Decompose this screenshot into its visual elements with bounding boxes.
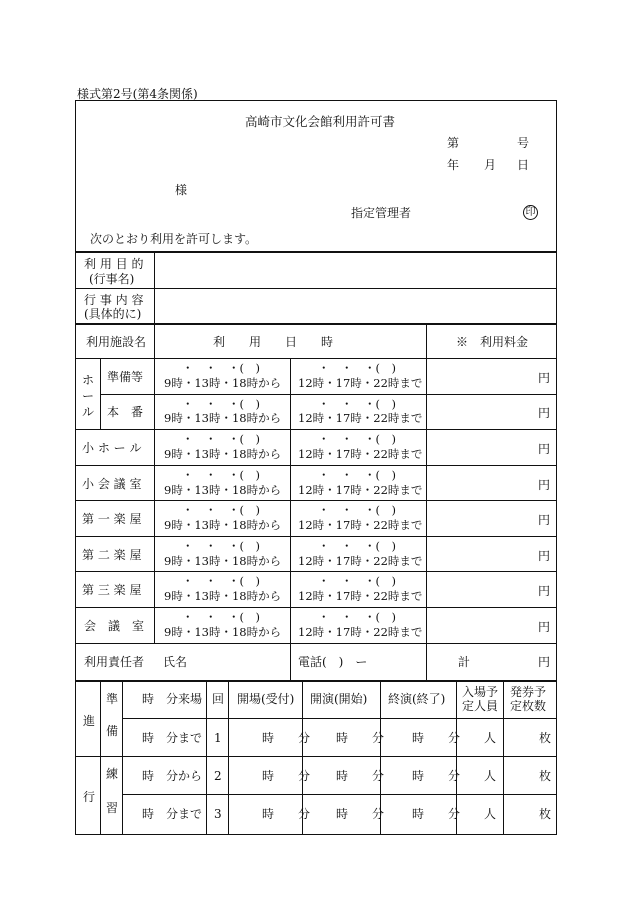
date-placeholder: ・ ・ ・( ) <box>182 539 260 553</box>
date-day: 日 <box>517 158 530 172</box>
header-attendance-1: 入場予 <box>462 685 499 699</box>
col-line <box>290 643 291 680</box>
ticket-unit: 枚 <box>539 769 552 783</box>
col-line <box>100 358 101 429</box>
manager-label: 指定管理者 <box>351 206 412 220</box>
ticket-unit: 枚 <box>539 807 552 821</box>
date-placeholder: ・ ・ ・( ) <box>318 361 396 375</box>
rehearsal-label-1: 練 <box>106 767 119 781</box>
end-times: 12時・17時・22時まで <box>298 554 423 568</box>
addressee-suffix: 様 <box>175 183 188 197</box>
rule <box>122 794 557 795</box>
facility-name: 第 三 楽 屋 <box>82 583 142 597</box>
end-times: 12時・17時・22時まで <box>298 589 423 603</box>
hall-label-1: ホ <box>82 373 95 387</box>
start-times: 9時・13時・18時から <box>164 518 282 532</box>
prep-label-1: 準 <box>106 692 119 706</box>
date-placeholder: ・ ・ ・( ) <box>182 574 260 588</box>
open-time: 時 分 <box>262 731 311 745</box>
date-placeholder: ・ ・ ・( ) <box>182 361 260 375</box>
start-times: 9時・13時・18時から <box>164 554 282 568</box>
end-time: 時 分 <box>412 731 461 745</box>
date-placeholder: ・ ・ ・( ) <box>318 503 396 517</box>
rule <box>75 500 557 501</box>
total-label: 計 <box>458 655 471 669</box>
date-placeholder: ・ ・ ・( ) <box>182 610 260 624</box>
end-times: 12時・17時・22時まで <box>298 625 423 639</box>
header-tickets-1: 発券予 <box>510 685 547 699</box>
hall-label-3: ル <box>82 405 95 419</box>
end-times: 12時・17時・22時まで <box>298 483 423 497</box>
end-times: 12時・17時・22時まで <box>298 411 423 425</box>
start-times: 9時・13時・18時から <box>164 447 282 461</box>
start-times: 9時・13時・18時から <box>164 411 282 425</box>
header-attendance-2: 定人員 <box>462 699 499 713</box>
header-count: 回 <box>212 692 225 706</box>
date-month: 月 <box>484 158 497 172</box>
date-placeholder: ・ ・ ・( ) <box>182 432 260 446</box>
rule <box>75 536 557 537</box>
progress-label-bottom: 行 <box>83 790 96 804</box>
open-time: 時 分 <box>262 807 311 821</box>
end-time: 時 分 <box>412 769 461 783</box>
col-line <box>154 251 155 643</box>
rule <box>75 756 557 757</box>
prep-label-2: 備 <box>106 724 119 738</box>
round-number: 1 <box>214 731 222 745</box>
rule <box>122 718 557 719</box>
rule <box>75 288 557 289</box>
end-time: 時 分 <box>412 807 461 821</box>
date-placeholder: ・ ・ ・( ) <box>318 468 396 482</box>
date-placeholder: ・ ・ ・( ) <box>182 397 260 411</box>
form-title: 高崎市文化会館利用許可書 <box>245 114 396 129</box>
round-number: 3 <box>214 807 222 821</box>
start-time: 時 分 <box>336 769 385 783</box>
col-line <box>290 358 291 643</box>
fee-yen: 円 <box>538 584 551 598</box>
rule-top <box>75 251 557 253</box>
facility-name: 第 一 楽 屋 <box>82 512 142 526</box>
rehearsal-label-2: 習 <box>106 801 119 815</box>
col-line <box>206 680 207 835</box>
date-placeholder: ・ ・ ・( ) <box>318 574 396 588</box>
fee-yen: 円 <box>538 478 551 492</box>
col-line <box>100 680 101 835</box>
round-number: 2 <box>214 769 222 783</box>
start-times: 9時・13時・18時から <box>164 376 282 390</box>
end-times: 12時・17時・22時まで <box>298 376 423 390</box>
date-year: 年 <box>447 158 460 172</box>
col-line <box>426 323 427 680</box>
rule <box>75 571 557 572</box>
rule <box>75 323 557 325</box>
responsible-name-label: 氏名 <box>163 655 188 669</box>
fee-yen: 円 <box>538 549 551 563</box>
col-line <box>122 680 123 835</box>
col-line <box>228 680 229 835</box>
facility-name: 小 会 議 室 <box>82 477 142 491</box>
header-facility: 利用施設名 <box>86 335 147 349</box>
attendance-unit: 人 <box>484 769 497 783</box>
header-open: 開場(受付) <box>237 692 295 706</box>
header-datetime: 利 用 日 時 <box>213 335 334 349</box>
responsible-label: 利用責任者 <box>84 655 145 669</box>
start-times: 9時・13時・18時から <box>164 483 282 497</box>
responsible-phone-label: 電話( ) ー <box>298 655 368 669</box>
intro-text: 次のとおり利用を許可します。 <box>90 232 258 246</box>
seal-mark: 印 <box>523 205 538 220</box>
prep-time-end: 時 分まで <box>142 731 203 745</box>
rehearsal-time-start: 時 分から <box>142 769 203 783</box>
number-suffix: 号 <box>517 136 530 150</box>
permit-form <box>75 100 557 835</box>
fee-yen: 円 <box>538 406 551 420</box>
progress-label-top: 進 <box>83 714 96 728</box>
header-end: 終演(終了) <box>388 692 446 706</box>
date-placeholder: ・ ・ ・( ) <box>182 468 260 482</box>
facility-name: 準備等 <box>107 370 144 384</box>
fee-yen: 円 <box>538 371 551 385</box>
end-times: 12時・17時・22時まで <box>298 518 423 532</box>
start-time: 時 分 <box>336 731 385 745</box>
rehearsal-time-end: 時 分まで <box>142 807 203 821</box>
facility-name: 第 二 楽 屋 <box>82 548 142 562</box>
number-label: 第 <box>447 136 460 150</box>
content-sub: (具体的に) <box>84 307 142 321</box>
prep-time-start: 時 分来場 <box>142 692 203 706</box>
end-times: 12時・17時・22時まで <box>298 447 423 461</box>
fee-yen: 円 <box>538 620 551 634</box>
rule <box>75 358 557 359</box>
facility-name: 本 番 <box>107 405 144 419</box>
rule <box>75 465 557 466</box>
rule <box>75 680 557 682</box>
purpose-sub: (行事名) <box>89 272 135 286</box>
facility-name: 小 ホ ー ル <box>82 441 142 455</box>
start-times: 9時・13時・18時から <box>164 625 282 639</box>
ticket-unit: 枚 <box>539 731 552 745</box>
attendance-unit: 人 <box>484 731 497 745</box>
rule <box>100 394 557 395</box>
start-time: 時 分 <box>336 807 385 821</box>
fee-yen: 円 <box>538 513 551 527</box>
fee-yen: 円 <box>538 442 551 456</box>
purpose-label: 利 用 目 的 <box>84 257 144 271</box>
start-times: 9時・13時・18時から <box>164 589 282 603</box>
date-placeholder: ・ ・ ・( ) <box>318 432 396 446</box>
rule <box>75 607 557 608</box>
attendance-unit: 人 <box>484 807 497 821</box>
header-start: 開演(開始) <box>310 692 368 706</box>
date-placeholder: ・ ・ ・( ) <box>182 503 260 517</box>
rule <box>75 643 557 644</box>
header-fee: ※ 利用料金 <box>456 335 529 349</box>
rule <box>75 429 557 430</box>
facility-name: 会 議 室 <box>84 619 145 633</box>
date-placeholder: ・ ・ ・( ) <box>318 610 396 624</box>
header-tickets-2: 定枚数 <box>510 699 547 713</box>
form-number-label: 様式第2号(第4条関係) <box>77 87 198 101</box>
date-placeholder: ・ ・ ・( ) <box>318 397 396 411</box>
total-yen: 円 <box>538 655 551 669</box>
date-placeholder: ・ ・ ・( ) <box>318 539 396 553</box>
col-line <box>503 680 504 835</box>
content-label: 行 事 内 容 <box>84 293 144 307</box>
open-time: 時 分 <box>262 769 311 783</box>
hall-label-2: ー <box>82 389 95 403</box>
